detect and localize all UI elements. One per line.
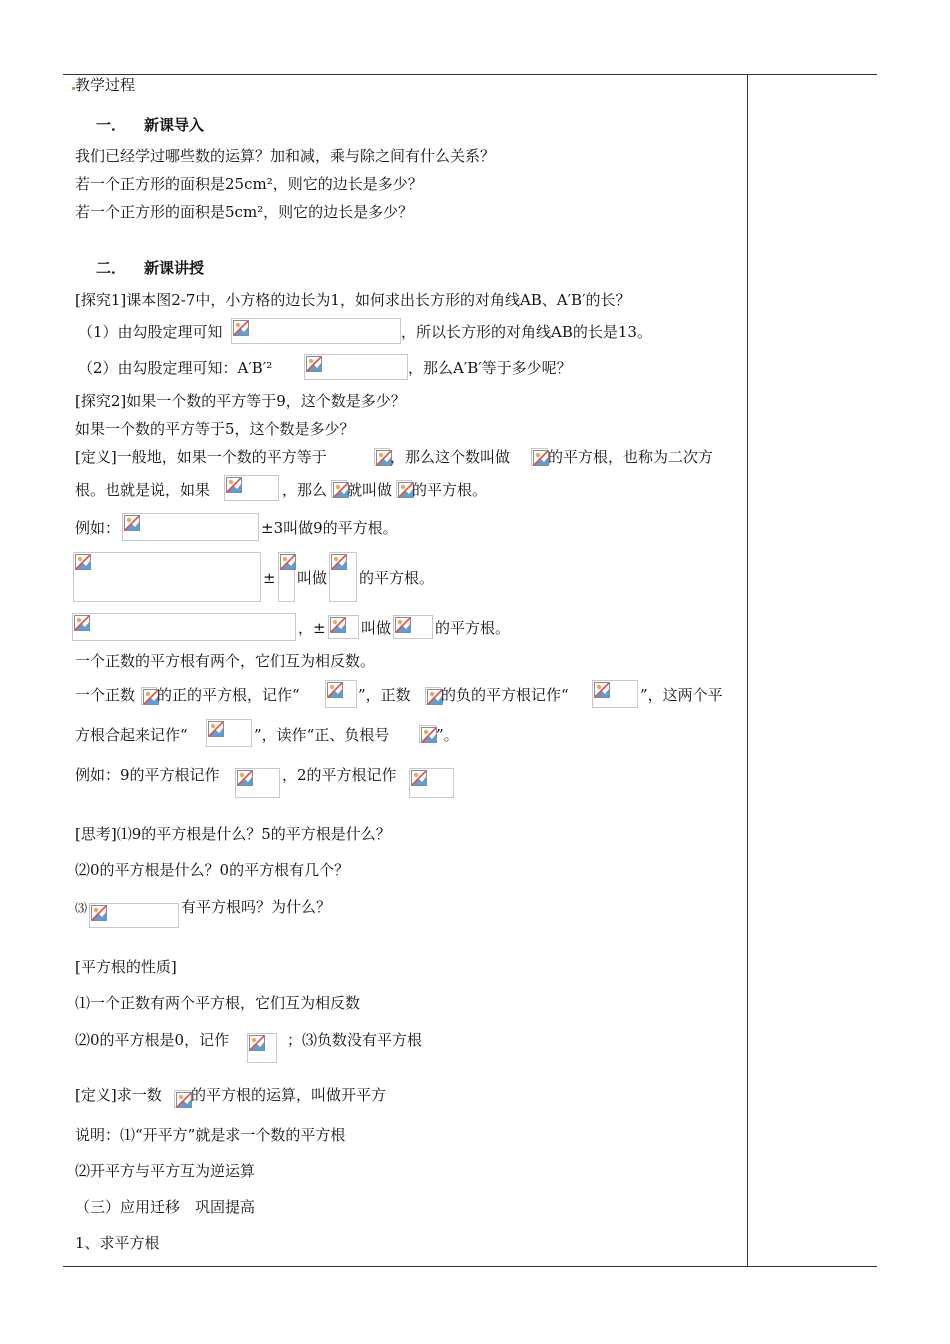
formula-image [419,725,436,743]
example2-middle: 叫做 [297,569,328,587]
property-title: [平方根的性质] [75,958,177,976]
definition-3b: 的平方根的运算，叫做开平方 [191,1086,387,1104]
formula-image [425,687,441,705]
example4-a: 例如：9的平方根记作 [75,766,220,784]
table-bottom-border [63,1266,877,1267]
example4-b: ，2的平方根记作 [282,766,397,784]
explore1-b-suffix: ，那么A′B′等于多少呢？ [408,359,572,377]
broken-image-icon [330,617,346,633]
explore2b-text: 如果一个数的平方等于5，这个数是多少？ [75,420,355,438]
broken-image-icon [411,770,427,786]
header-label: 教学过程 [75,76,136,94]
formula-image [122,513,259,541]
property-1: ⑴一个正数有两个平方根，它们互为相反数 [75,994,361,1012]
formula-image [329,552,357,602]
broken-image-icon [395,617,411,633]
explain-1: 说明：⑴“开平方”就是求一个数的平方根 [75,1126,346,1144]
section2-title: 新课讲授 [144,259,205,277]
section1-title: 新课导入 [144,116,205,134]
explore1-a-prefix: （1）由勾股定理可知 [78,323,223,341]
intro-line-1: 我们已经学过哪些数的运算？加和减，乘与除之间有什么关系？ [75,147,496,165]
explore2-text: [探究2]如果一个数的平方等于9，这个数是多少？ [75,392,406,410]
formula-image [409,768,454,798]
example1-prefix: 例如： [75,519,121,537]
section3-title: （三）应用迁移 巩固提高 [75,1198,256,1216]
example2-suffix: 的平方根。 [359,569,435,587]
table-column-divider [747,74,748,1266]
definition-2d: 的平方根。 [412,481,488,499]
property-2a: ⑵0的平方根是0，记作 [75,1031,230,1049]
definition-2c: 就叫做 [347,481,393,499]
formula-image [393,615,433,639]
formula-image [224,475,279,501]
broken-image-icon [594,682,610,698]
notation-2c: ”。 [436,726,459,744]
definition-1a: [定义]一般地，如果一个数的平方等于 [75,448,327,466]
formula-image [73,552,261,602]
formula-image [304,354,408,380]
formula-image [592,680,638,708]
definition-1c: 的平方根，也称为二次方 [548,448,714,466]
intro-line-2: 若一个正方形的面积是25cm²，则它的边长是多少？ [75,175,423,193]
broken-image-icon [533,450,549,466]
formula-image [247,1033,277,1063]
notation-2a: 方根合起来记作“ [75,726,188,744]
broken-image-icon [233,320,249,336]
explore1-b-prefix: （2）由勾股定理可知：A′B′² [78,359,273,377]
think-3-suffix: 有平方根吗？为什么？ [181,898,332,916]
broken-image-icon [306,356,322,372]
definition-1b: ，那么这个数叫做 [390,448,511,466]
broken-image-icon [226,477,242,493]
table-top-border [63,74,877,75]
think-2: ⑵0的平方根是什么？0的平方根有几个？ [75,861,350,879]
broken-image-icon [327,682,343,698]
section2-number: 二． [96,259,127,277]
broken-image-icon [124,515,140,531]
definition-3a: [定义]求一数 [75,1086,162,1104]
formula-image [531,448,548,466]
notation-1e: ”，这两个平 [640,686,723,704]
formula-image [235,768,280,798]
explore1-text: [探究1]课本图2-7中，小方格的边长为1，如何求出长方形的对角线AB、A′B′的长？ [75,291,631,309]
notation-1c: ”，正数 [358,686,411,704]
example2-plusminus: ± [263,569,276,587]
broken-image-icon [331,554,347,570]
notation-1b: 的正的平方根，记作“ [157,686,300,704]
property-3: ⑶负数没有平方根 [302,1031,423,1049]
broken-image-icon [421,727,437,743]
formula-image [141,687,157,705]
formula-image [374,448,390,466]
property-2b: ； [287,1031,303,1049]
formula-image [325,680,357,708]
broken-image-icon [249,1035,265,1051]
notation-2b: ”，读作“正、负根号 [254,726,390,744]
think-3-prefix: ⑶ [75,901,88,915]
example3-middle: 叫做 [361,619,392,637]
formula-image [331,480,347,498]
explain-2: ⑵开平方与平方互为逆运算 [75,1162,256,1180]
opposite-text: 一个正数的平方根有两个，它们互为相反数。 [75,652,376,670]
broken-image-icon [280,554,296,570]
broken-image-icon [176,1092,192,1108]
broken-image-icon [75,554,91,570]
think-1: [思考]⑴9的平方根是什么？5的平方根是什么？ [75,825,391,843]
formula-image [206,719,252,747]
item-1: 1、求平方根 [75,1234,160,1252]
intro-line-3: 若一个正方形的面积是5cm²，则它的边长是多少？ [75,203,414,221]
broken-image-icon [91,905,107,921]
definition-2b: ，那么 [282,481,328,499]
broken-image-icon [74,615,90,631]
explore1-a-suffix: ，所以长方形的对角线AB的长是13。 [401,323,652,341]
example1-suffix: ±3叫做9的平方根。 [261,519,398,537]
example3-suffix: 的平方根。 [435,619,511,637]
formula-image [72,613,296,641]
formula-image [89,903,179,928]
example3-plusminus: ，± [298,619,326,637]
broken-image-icon [237,770,253,786]
formula-image [278,552,295,602]
formula-image [396,480,412,498]
formula-image [174,1090,191,1108]
section1-number: 一． [96,116,127,134]
definition-2a: 根。也就是说，如果 [75,481,211,499]
formula-image [328,615,359,639]
notation-1a: 一个正数 [75,686,136,704]
notation-1d: 的负的平方根记作“ [441,686,569,704]
formula-image [231,318,401,344]
broken-image-icon [208,721,224,737]
